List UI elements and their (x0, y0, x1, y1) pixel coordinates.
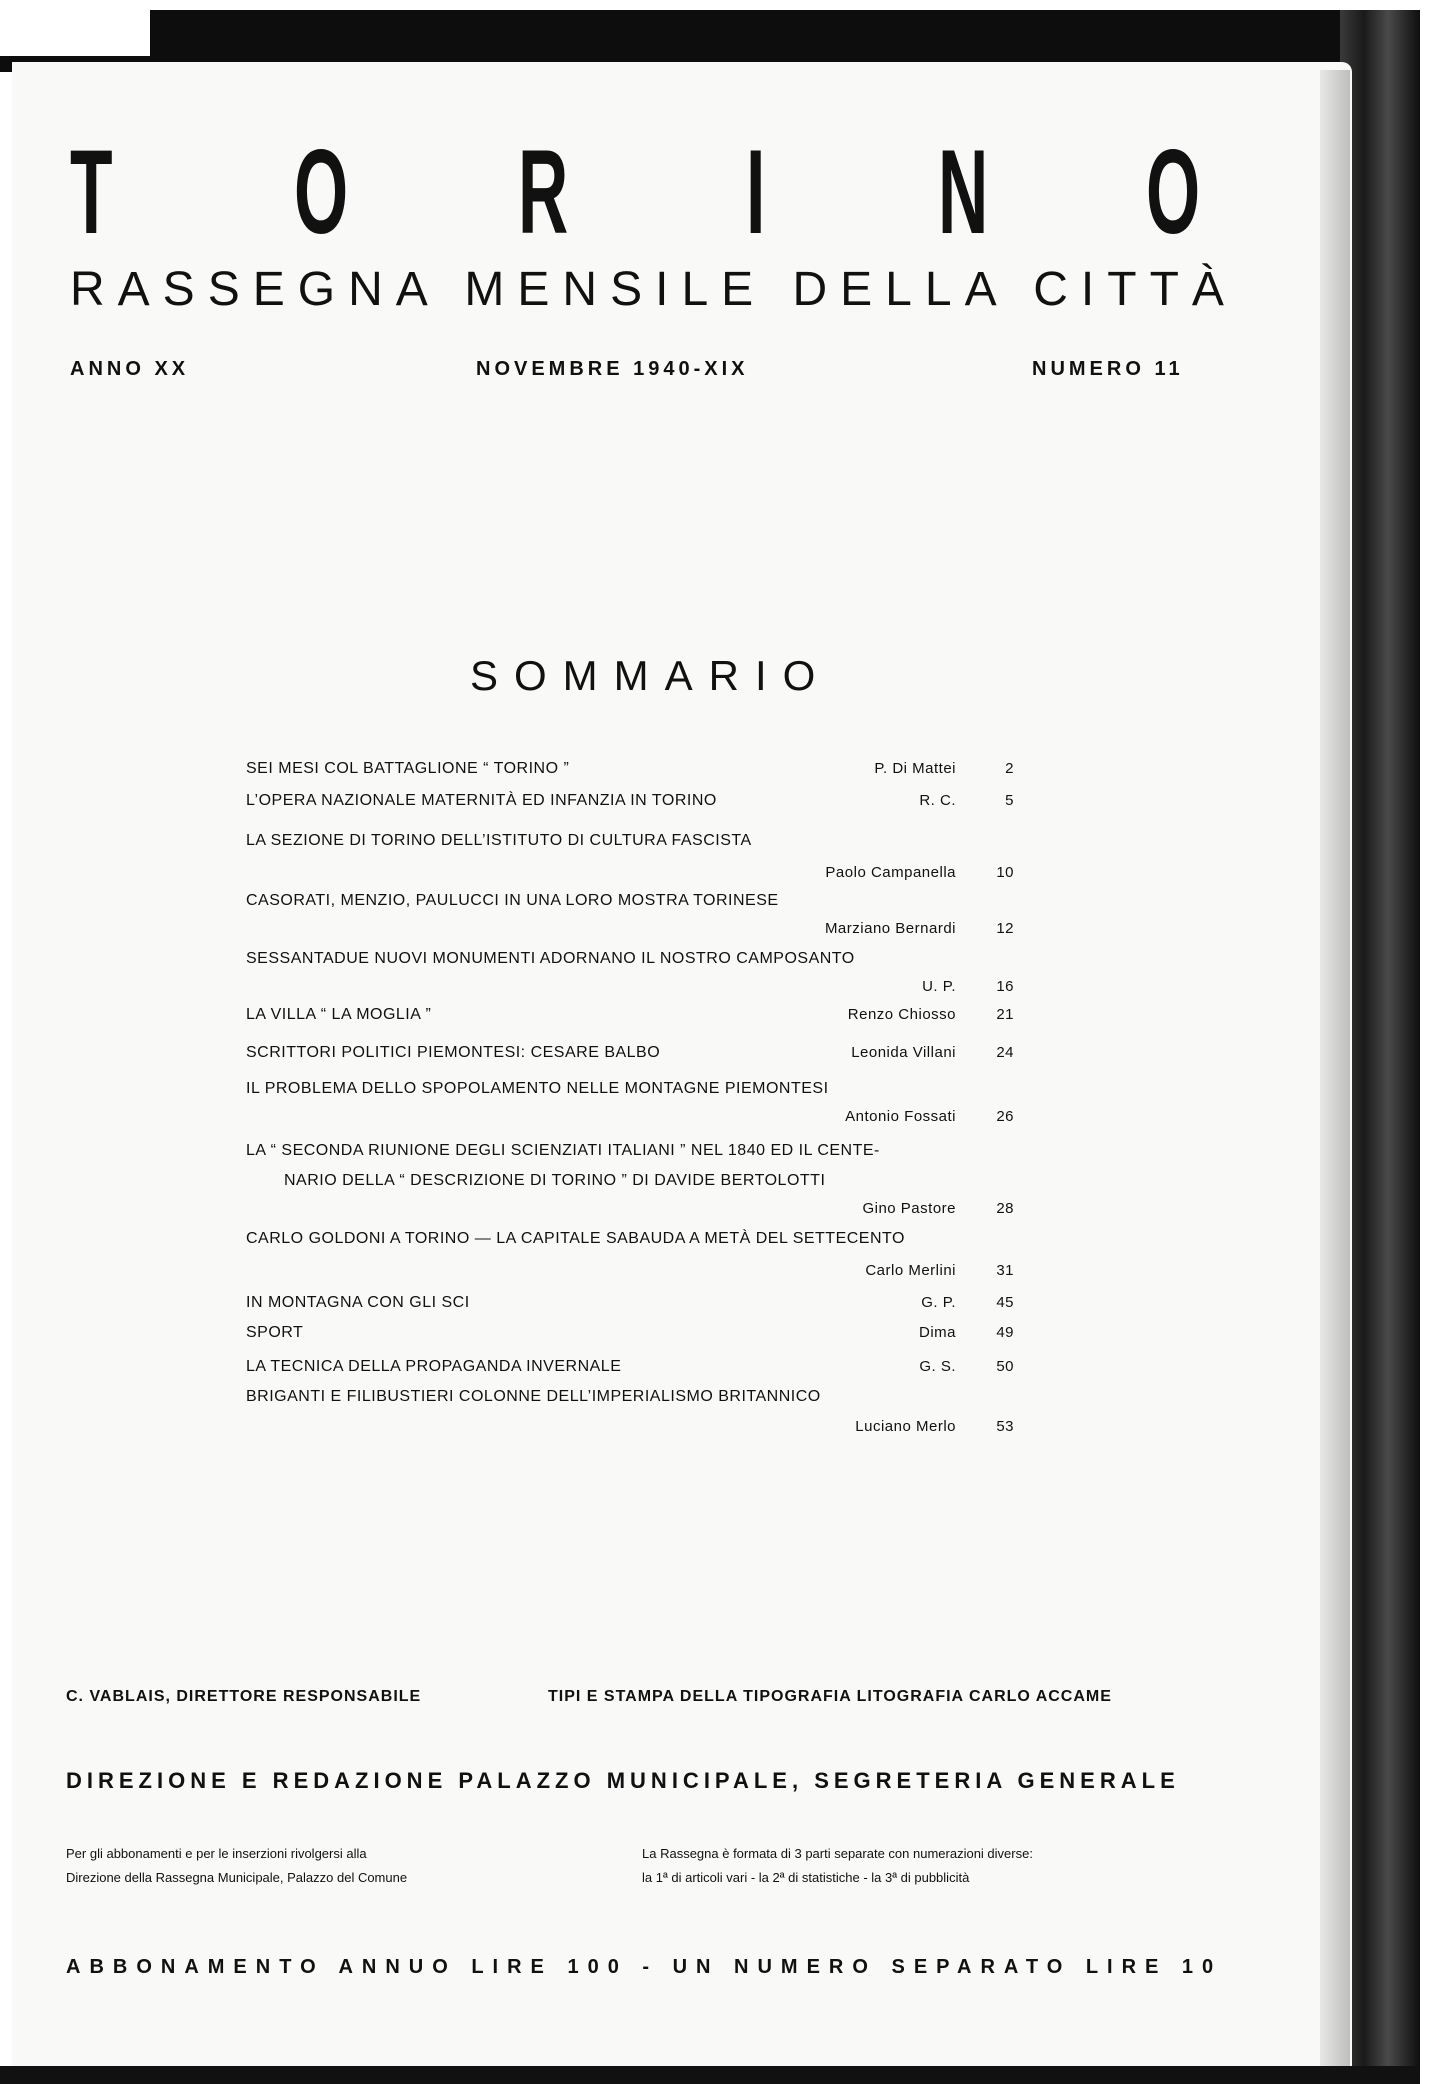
issue-year: ANNO XX (70, 358, 190, 380)
toc-entry-title: CASORATI, MENZIO, PAULUCCI IN UNA LORO MOSTRA TORINESE (246, 892, 779, 909)
credits-line (66, 1688, 1190, 1710)
toc-entry-title: SPORT (246, 1324, 304, 1341)
toc-entry-title: SCRITTORI POLITICI PIEMONTESI: CESARE BALBO (246, 1044, 661, 1061)
toc-entry-page: 45 (996, 1294, 1014, 1311)
toc-entry-page: 26 (996, 1108, 1014, 1125)
toc-entry-author: Marziano Bernardi (824, 920, 956, 937)
note-right-line: la 1ª di articoli vari - la 2ª di statistiche - la 3ª di pubblicità (642, 1870, 970, 1885)
note-left-line: Per gli abbonamenti e per le inserzioni rivolgersi alla (66, 1846, 367, 1861)
subscription-notes (66, 1846, 1190, 1896)
toc-entry-page: 50 (996, 1358, 1014, 1375)
toc-entry-author: P. Di Mattei (874, 760, 956, 777)
toc-entry-author: Gino Pastore (862, 1200, 956, 1217)
masthead-letter: O (1146, 125, 1201, 259)
editorial-address: DIREZIONE E REDAZIONE PALAZZO MUNICIPALE, SEGRETERIA GENERALE (66, 1768, 1180, 1793)
toc-entry-title: LA TECNICA DELLA PROPAGANDA INVERNALE (246, 1358, 622, 1375)
toc-entry-title: BRIGANTI E FILIBUSTIERI COLONNE DELL’IMPERIALISMO BRITANNICO (246, 1388, 821, 1405)
toc-entry-author: Renzo Chiosso (847, 1006, 956, 1023)
toc-entry-author: Leonida Villani (851, 1044, 956, 1061)
scan-binding-edge (1340, 10, 1420, 2084)
issue-date: NOVEMBRE 1940-XIX (476, 358, 749, 380)
toc-entry-page: 12 (996, 920, 1014, 937)
director-credit: C. VABLAIS, DIRETTORE RESPONSABILE (66, 1688, 422, 1705)
toc-entry-author: G. S. (919, 1358, 956, 1375)
subscription-price: ABBONAMENTO ANNUO LIRE 100 - UN NUMERO SEPARATO LIRE 10 (66, 1956, 1223, 1978)
toc-entry-title: SEI MESI COL BATTAGLIONE “ TORINO ” (246, 760, 570, 777)
toc-entry-author: U. P. (922, 978, 956, 995)
toc-entry-author: Antonio Fossati (845, 1108, 956, 1125)
toc-entry-author: Carlo Merlini (865, 1262, 956, 1279)
masthead-letter: N (938, 125, 989, 259)
toc-entry-page: 24 (996, 1044, 1014, 1061)
page-edge-shadow (1320, 70, 1350, 2066)
toc-entry-page: 31 (996, 1262, 1014, 1279)
toc-entry-author: Dima (918, 1324, 956, 1341)
toc-entry-page: 2 (1005, 760, 1014, 777)
toc-entry-page: 53 (996, 1418, 1014, 1435)
printer-credit: TIPI E STAMPA DELLA TIPOGRAFIA LITOGRAFIA CARLO ACCAME (548, 1688, 1112, 1705)
toc-entry-page: 49 (996, 1324, 1014, 1341)
masthead-subtitle: RASSEGNA MENSILE DELLA CITTÀ (70, 263, 1237, 316)
issue-line (70, 358, 1200, 388)
toc-entry-title: LA VILLA “ LA MOGLIA ” (246, 1006, 432, 1023)
toc-entry-author: G. P. (921, 1294, 956, 1311)
toc-entry-title: NARIO DELLA “ DESCRIZIONE DI TORINO ” DI DAVIDE BERTOLOTTI (284, 1172, 826, 1189)
toc-entry-title: L’OPERA NAZIONALE MATERNITÀ ED INFANZIA IN TORINO (246, 792, 717, 809)
toc-entry-page: 21 (996, 1006, 1014, 1023)
masthead-letter: I (746, 125, 766, 259)
toc-entry-title: IN MONTAGNA CON GLI SCI (246, 1294, 470, 1311)
toc-entry-page: 28 (996, 1200, 1014, 1217)
toc-entry-author: Paolo Campanella (825, 864, 956, 881)
masthead-letter: R (518, 125, 569, 259)
toc-entry-title: LA “ SECONDA RIUNIONE DEGLI SCIENZIATI ITALIANI ” NEL 1840 ED IL CENTE- (246, 1142, 880, 1159)
toc-entry-title: LA SEZIONE DI TORINO DELL’ISTITUTO DI CULTURA FASCISTA (246, 832, 752, 849)
toc-entry-author: Luciano Merlo (855, 1418, 956, 1435)
toc-entry-author: R. C. (919, 792, 956, 809)
masthead-letter: T (70, 125, 113, 259)
masthead-letter: O (294, 125, 349, 259)
masthead-title (70, 125, 1201, 259)
issue-number: NUMERO 11 (1032, 358, 1184, 380)
toc-entry-page: 10 (996, 864, 1014, 881)
toc-entry-page: 5 (1005, 792, 1014, 809)
scan-border-right (1420, 0, 1437, 2084)
note-right-line: La Rassegna è formata di 3 parti separate con numerazioni diverse: (642, 1846, 1033, 1861)
toc-entry-page: 16 (996, 978, 1014, 995)
scan-border-bottom (0, 2066, 1420, 2084)
toc-entry-title: SESSANTADUE NUOVI MONUMENTI ADORNANO IL NOSTRO CAMPOSANTO (246, 950, 855, 967)
toc-entry-title: IL PROBLEMA DELLO SPOPOLAMENTO NELLE MONTAGNE PIEMONTESI (246, 1080, 829, 1097)
toc-entry-title: CARLO GOLDONI A TORINO — LA CAPITALE SABAUDA A METÀ DEL SETTECENTO (246, 1230, 905, 1247)
note-left-line: Direzione della Rassegna Municipale, Palazzo del Comune (66, 1870, 408, 1885)
sommario-heading: SOMMARIO (470, 652, 832, 699)
